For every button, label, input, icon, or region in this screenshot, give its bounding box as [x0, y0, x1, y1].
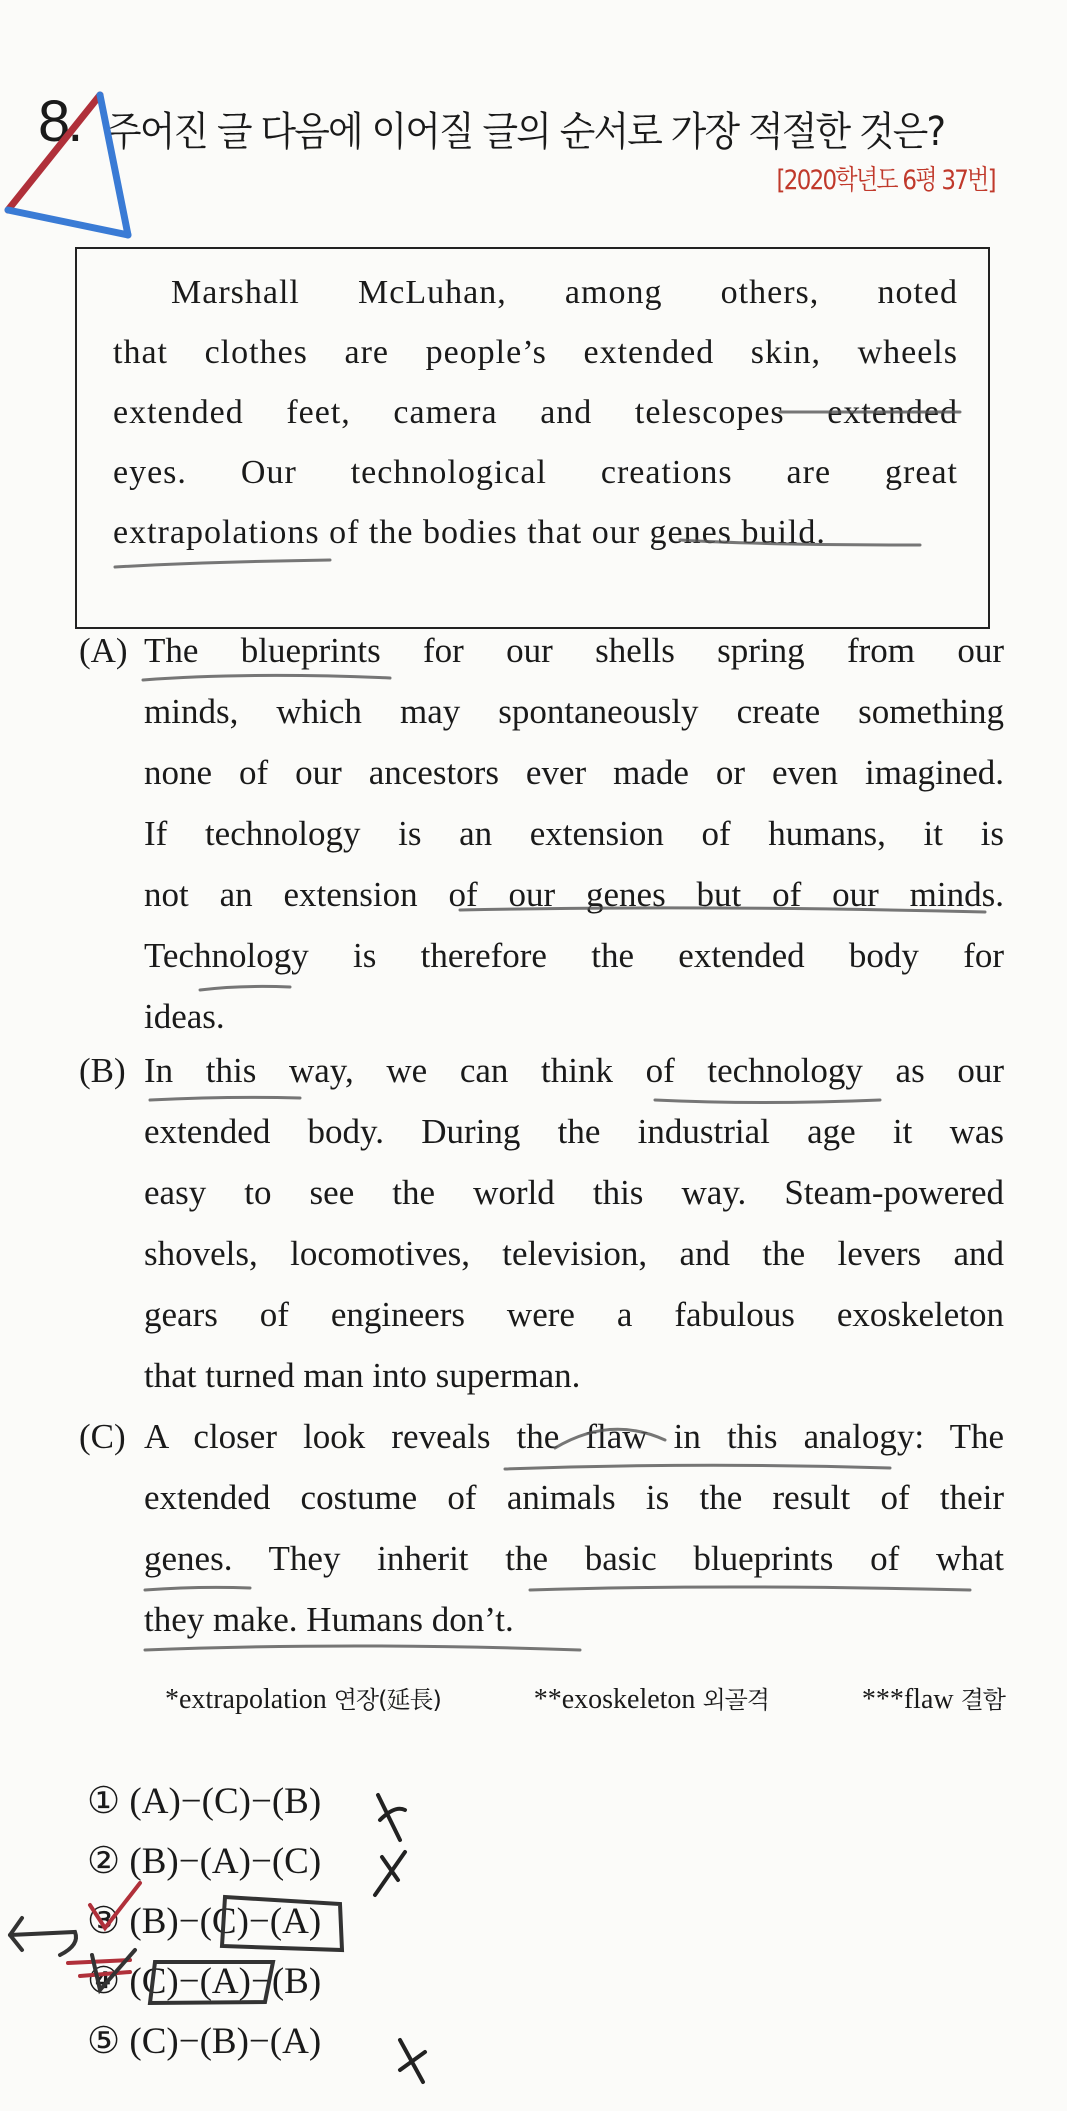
option-1[interactable] [87, 1772, 321, 1832]
footnote-meaning: 외골격 [702, 1686, 769, 1714]
footnote-term: ***flaw [861, 1684, 954, 1715]
given-passage [113, 263, 958, 563]
paragraph-line: not an extension of our genes but of our minds. [144, 875, 1004, 914]
question-prompt: 주어진 글 다음에 이어질 글의 순서로 가장 적절한 것은? [106, 109, 945, 155]
paragraph-line: ideas. [144, 997, 225, 1036]
option-text: (B)−(C)−(A) [129, 1901, 322, 1942]
paragraph-line: minds, which may spontaneously create something [144, 692, 1004, 731]
option-2[interactable] [87, 1832, 321, 1892]
x-marks [375, 1795, 425, 2082]
answer-options [87, 1772, 321, 2072]
passage-line: extrapolations of the bodies that our genes build. [113, 514, 826, 551]
paragraph-line: In this way, we can think of technology as our [144, 1051, 1004, 1090]
option-number: ⑤ [87, 2021, 121, 2062]
option-number: ③ [87, 1901, 121, 1942]
footnote-meaning: 결함 [960, 1686, 1005, 1714]
passage-line: extended feet, camera and telescopes extended [113, 394, 958, 431]
given-passage-box [75, 247, 990, 629]
paragraph-line: none of our ancestors ever made or even imagined. [144, 753, 1004, 792]
passage-line: eyes. Our technological creations are great [113, 454, 958, 491]
paragraph-line: shovels, locomotives, television, and the levers and [144, 1234, 1004, 1273]
paragraph-line: genes. They inherit the basic blueprints of what [144, 1539, 1004, 1578]
footnote-term: *extrapolation [165, 1684, 327, 1715]
paragraph-line: easy to see the world this way. Steam-powered [144, 1173, 1004, 1212]
paragraph-line: gears of engineers were a fabulous exoskeleton [144, 1295, 1004, 1334]
question-number: 8. [38, 89, 81, 154]
option-5[interactable] [87, 2012, 321, 2072]
paragraph-line: they make. Humans don’t. [144, 1600, 514, 1639]
paragraph-line: If technology is an extension of humans, it is [144, 814, 1004, 853]
paragraph-line: extended body. During the industrial age it was [144, 1112, 1004, 1151]
paragraph-label: (C) [79, 1417, 126, 1456]
option-3[interactable] [87, 1892, 321, 1952]
paragraph-line: that turned man into superman. [144, 1356, 581, 1395]
option-text: (C)−(A)−(B) [129, 1961, 322, 2002]
footnote-meaning: 연장(延長) [333, 1686, 441, 1714]
paragraph-line: extended costume of animals is the result of their [144, 1478, 1004, 1517]
option-4[interactable] [87, 1952, 321, 2012]
passage-line: Marshall McLuhan, among others, noted [171, 274, 958, 311]
option-text: (C)−(B)−(A) [129, 2021, 322, 2062]
arrow-mark [10, 1918, 76, 1955]
footnote-item [165, 1680, 441, 1716]
paragraph-line: The blueprints for our shells spring from our [144, 631, 1004, 670]
paragraph-line: Technology is therefore the extended body for [144, 936, 1004, 975]
option-number: ④ [87, 1961, 121, 2002]
paragraph-label: (A) [79, 631, 128, 670]
question-source: [2020학년도 6평 37번] [776, 165, 995, 196]
paragraph-label: (B) [79, 1051, 126, 1090]
paragraph-line: A closer look reveals the flaw in this analogy: The [144, 1417, 1004, 1456]
footnote-item [862, 1680, 1005, 1716]
option-number: ① [87, 1781, 121, 1822]
footnotes [165, 1680, 1005, 1716]
option-number: ② [87, 1841, 121, 1882]
option-text: (B)−(A)−(C) [129, 1841, 322, 1882]
option-text: (A)−(C)−(B) [129, 1781, 322, 1822]
passage-line: that clothes are people’s extended skin, wheels [113, 334, 958, 371]
footnote-term: **exoskeleton [533, 1684, 696, 1715]
footnote-item [534, 1680, 769, 1716]
